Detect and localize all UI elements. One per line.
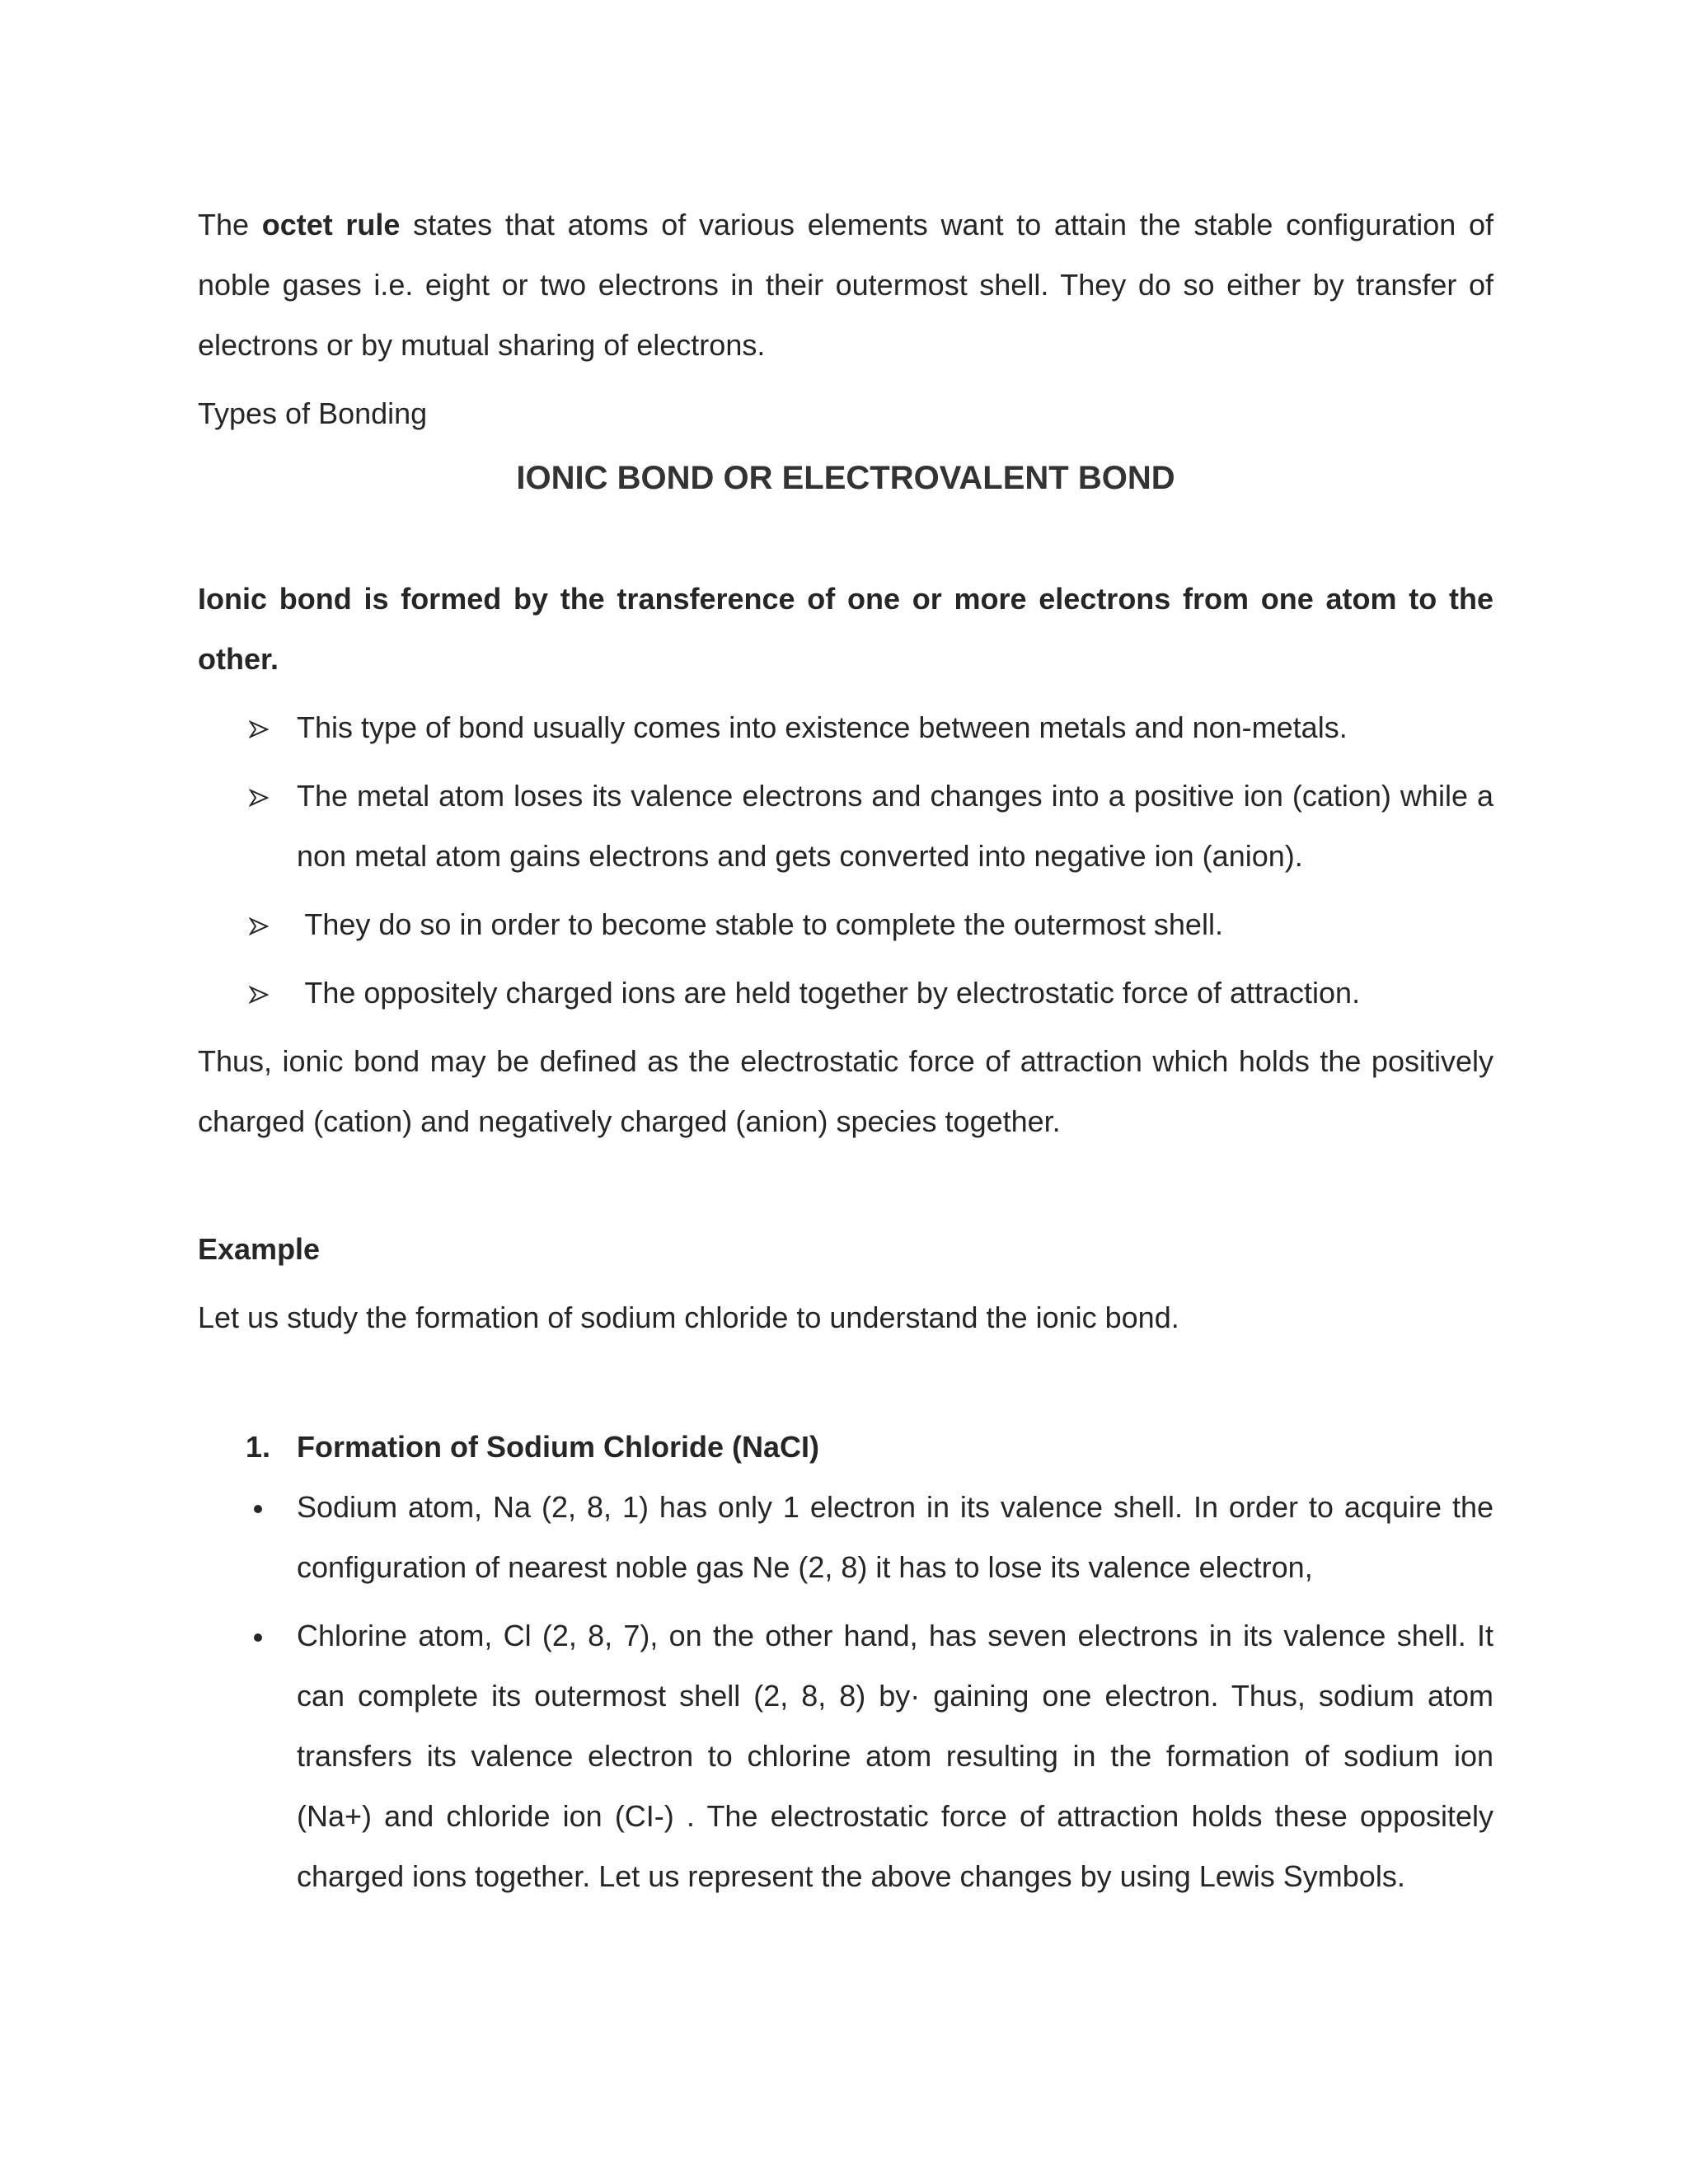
list-item	[198, 1477, 1493, 1597]
list-item-text: They do so in order to become stable to complete the outermost shell.	[297, 907, 1223, 941]
intro-text: states that atoms of various elements want to attain the stable configuration of noble gases i.e. eight or two electrons in their outermost shell. They do so either by transfer of electrons or by mutual sharing of electrons.	[198, 208, 1493, 362]
document-content	[198, 194, 1493, 1906]
arrow-bullet-icon	[249, 766, 282, 826]
intro-paragraph	[198, 194, 1493, 375]
list-item	[198, 1605, 1493, 1906]
example-text: Let us study the formation of sodium chloride to understand the ionic bond.	[198, 1301, 1179, 1334]
intro-prefix: The	[198, 208, 262, 241]
list-item	[198, 766, 1493, 886]
octet-rule-term: octet rule	[261, 208, 401, 241]
list-item-text: The metal atom loses its valence electrons and changes into a positive ion (cation) while a non metal atom gains electrons and gets converted into negative ion (anion).	[297, 779, 1493, 873]
example-label: Example	[198, 1232, 321, 1266]
section-heading: IONIC BOND OR ELECTROVALENT BOND	[516, 460, 1175, 496]
list-item-text: Chlorine atom, Cl (2, 8, 7), on the other hand, has seven electrons in its valence shell. It can complete its outermost shell (2, 8, 8) by· gaining one electron. Thus, sodium atom transfers its valence electron to chlorine atom resulting in the formation of sodium ion (Na+) and chloride ion (CI-) . The electrostatic force of attraction holds these oppositely charged ions together. Let us represent the above changes by using Lewis Symbols.	[297, 1619, 1493, 1893]
list-item-text: Sodium atom, Na (2, 8, 1) has only 1 electron in its valence shell. In order to acquire the configuration of nearest noble gas Ne (2, 8) it has to lose its valence electron,	[297, 1490, 1493, 1584]
arrow-bullet-list	[198, 697, 1493, 1023]
list-item	[198, 697, 1493, 757]
dot-bullet-icon	[249, 1477, 282, 1537]
arrow-bullet-icon	[249, 894, 282, 954]
list-number: 1.	[246, 1430, 271, 1464]
dot-bullet-list	[198, 1477, 1493, 1906]
arrow-bullet-icon	[249, 963, 282, 1023]
list-item	[198, 894, 1493, 954]
list-item	[198, 963, 1493, 1023]
ionic-bond-definition: Ionic bond is formed by the transference of one or more electrons from one atom to the other.	[198, 582, 1493, 676]
list-item-text: This type of bond usually comes into existence between metals and non-metals.	[297, 710, 1348, 744]
types-of-bonding-label: Types of Bonding	[198, 396, 428, 430]
arrow-bullet-icon	[249, 697, 282, 757]
conclusion-paragraph: Thus, ionic bond may be defined as the electrostatic force of attraction which holds the positively charged (cation) and negatively charged (anion) species together.	[198, 1044, 1493, 1138]
numbered-heading-title: Formation of Sodium Chloride (NaCI)	[297, 1430, 819, 1464]
list-item-text: The oppositely charged ions are held together by electrostatic force of attraction.	[297, 976, 1361, 1010]
numbered-heading	[198, 1417, 1493, 1477]
dot-bullet-icon	[249, 1605, 282, 1666]
